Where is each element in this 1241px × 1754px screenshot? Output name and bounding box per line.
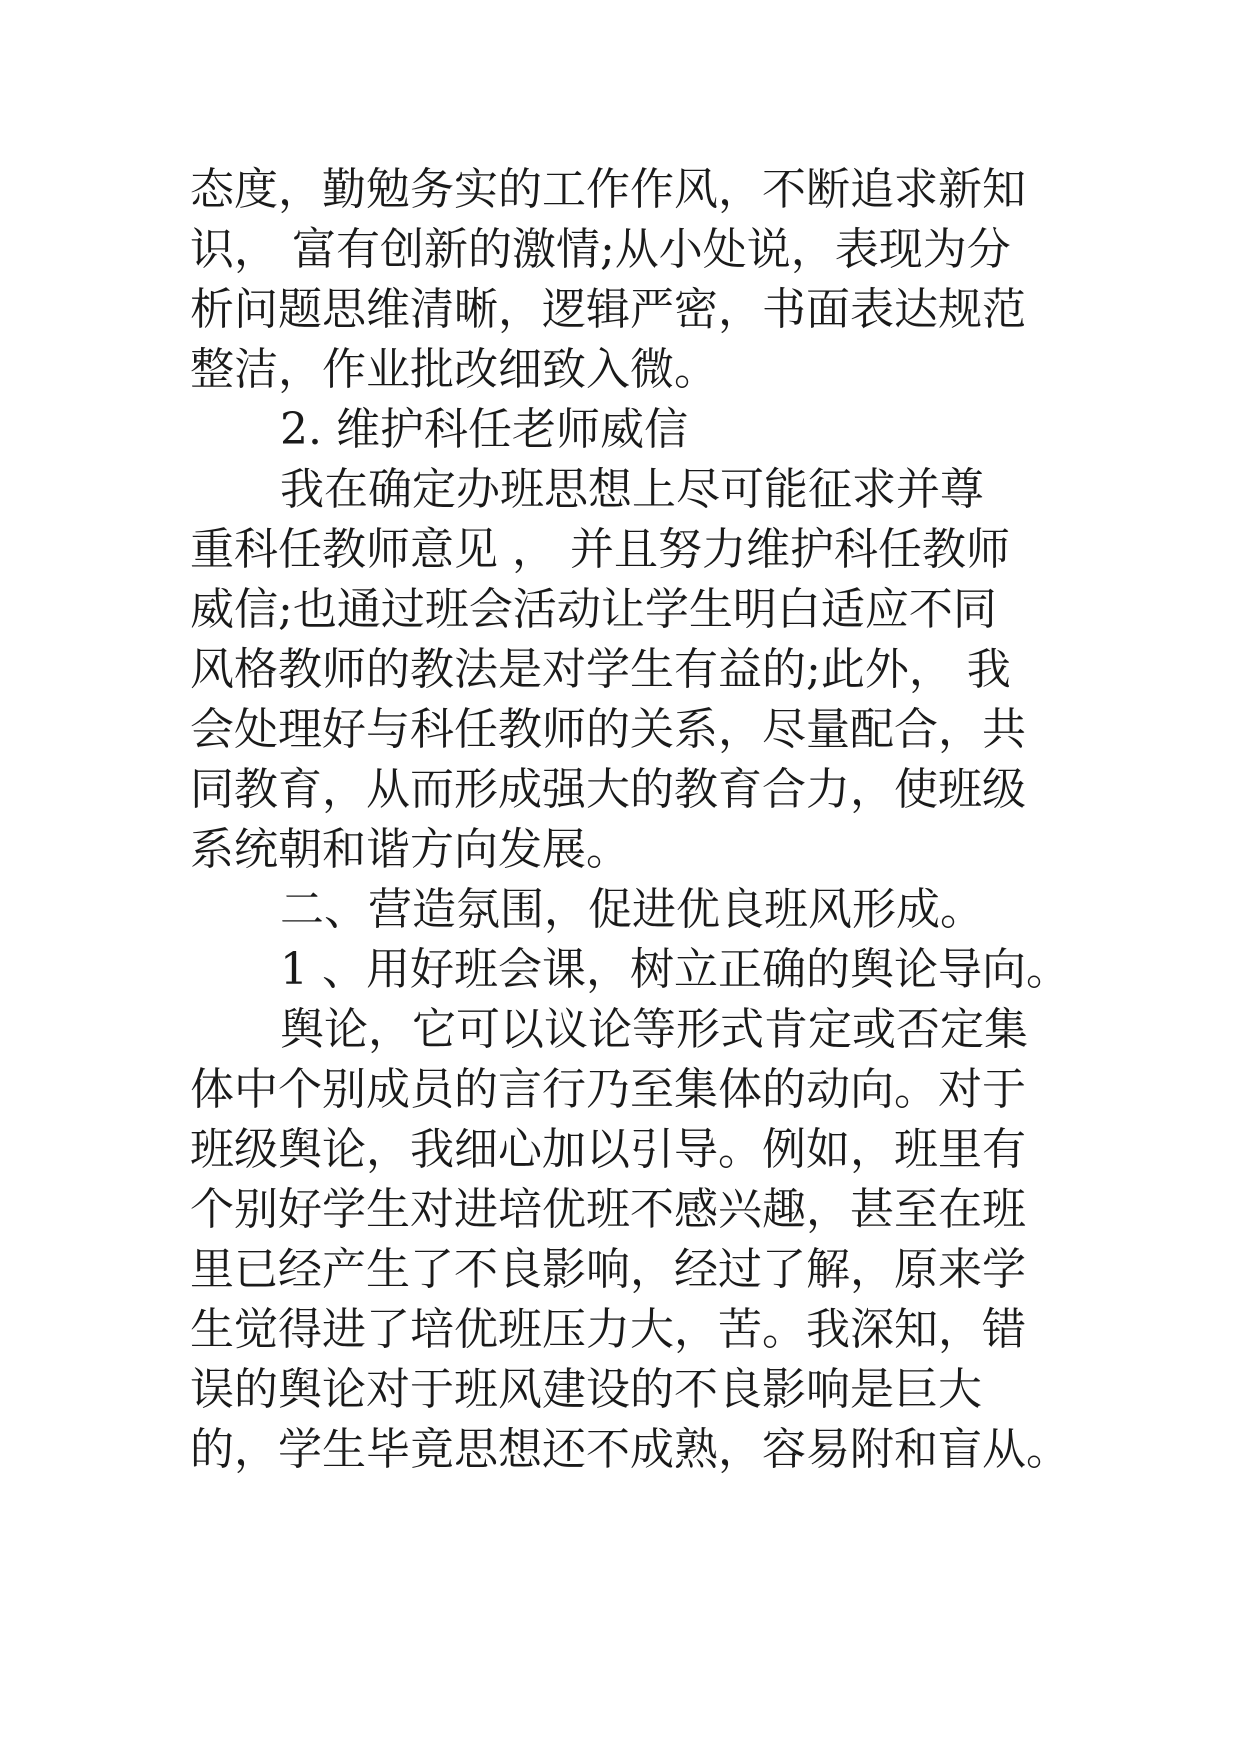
- text-line: 班级舆论，我细心加以引导。例如，班里有: [190, 1124, 1026, 1175]
- text-line: 同教育，从而形成强大的教育合力，使班级: [190, 764, 1026, 815]
- text-line: 重科任教师意见 ， 并且努力维护科任教师: [190, 524, 1010, 575]
- text-line: 析问题思维清晰，逻辑严密，书面表达规范: [190, 284, 1026, 335]
- text-line: 误的舆论对于班风建设的不良影响是巨大: [190, 1364, 982, 1415]
- text-line: 里已经产生了不良影响，经过了解，原来学: [190, 1244, 1026, 1295]
- text-line: 整洁，作业批改细致入微。: [190, 344, 718, 395]
- text-line: 体中个别成员的言行乃至集体的动向。对于: [190, 1064, 1026, 1115]
- text-line: 的，学生毕竟思想还不成熟，容易附和盲从。: [190, 1424, 1070, 1475]
- text-line: 态度，勤勉务实的工作作风，不断追求新知: [190, 164, 1026, 215]
- section-heading: 2. 维护科任老师威信: [280, 404, 688, 455]
- section-heading: 二、营造氛围，促进优良班风形成。: [280, 884, 984, 935]
- text-line: 系统朝和谐方向发展。: [190, 824, 630, 875]
- text-line: 威信;也通过班会活动让学生明白适应不同: [190, 584, 997, 635]
- subsection-heading: 1 、用好班会课，树立正确的舆论导向。: [280, 944, 1070, 995]
- text-line: 生觉得进了培优班压力大，苦。我深知，错: [190, 1304, 1026, 1355]
- text-line: 识， 富有创新的激情;从小处说，表现为分: [190, 224, 1011, 275]
- text-line: 个别好学生对进培优班不感兴趣，甚至在班: [190, 1184, 1026, 1235]
- paragraph-start: 舆论，它可以议论等形式肯定或否定集: [280, 1004, 1028, 1055]
- paragraph-start: 我在确定办班思想上尽可能征求并尊: [280, 464, 984, 515]
- text-line: 风格教师的教法是对学生有益的;此外， 我: [190, 644, 1011, 695]
- text-line: 会处理好与科任教师的关系，尽量配合，共: [190, 704, 1026, 755]
